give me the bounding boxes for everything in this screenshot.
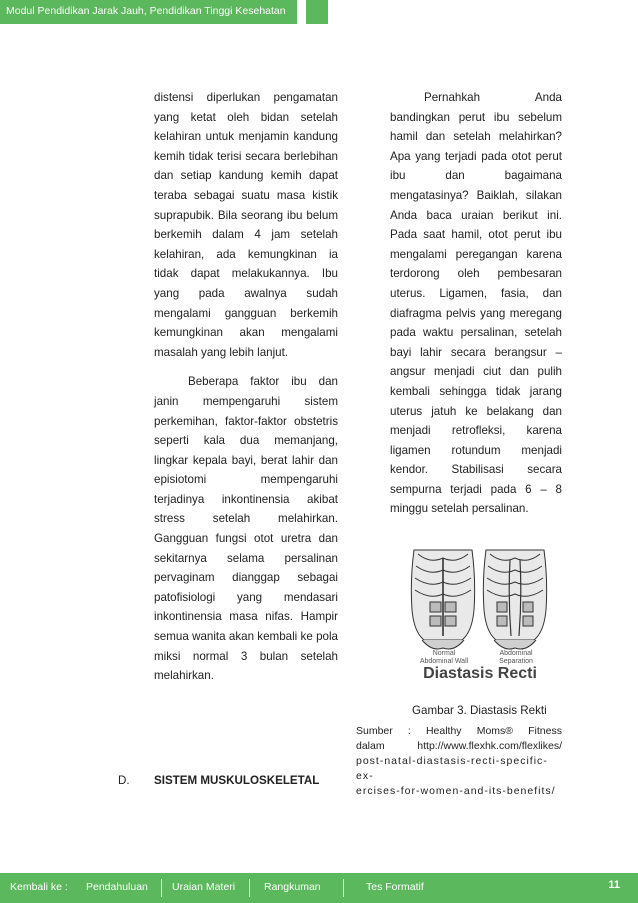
header-square — [306, 0, 328, 24]
header-title: Modul Pendidikan Jarak Jauh, Pendidikan Tinggi Kesehatan — [6, 5, 286, 17]
left-paragraph-2: Beberapa faktor ibu dan janin mempengaruhi sistem perkemihan, faktor-faktor obstetris seperti kala dua memanjang, lingkar kepala bayi, berat lahir dan episiotomi mempengaruhi terjadinya inkontinensia akibat stress setelah melahirkan. Gangguan fungsi otot uretra dan sekitarnya selama persalinan pervaginam dianggap sebagai patofisiologi yang mendasari inkontinensia masa nifas. Hampir semua wanita akan kembali ke pola miksi normal 3 bulan setelah melahirkan. — [154, 375, 338, 683]
source-line-2: dalam http://www.flexhk.com/flexlikes/ — [356, 740, 562, 752]
page-number: 11 — [608, 879, 620, 891]
nav-divider — [343, 879, 344, 897]
diastasis-recti-illustration — [400, 540, 560, 680]
normal-torso-drawing — [411, 550, 474, 649]
nav-rangkuman[interactable]: Rangkuman — [264, 881, 321, 893]
label-normal-line2: Abdominal Wall — [419, 658, 469, 665]
label-normal-line1: Normal — [432, 650, 456, 657]
label-separation-line1: Abdominal — [499, 650, 533, 657]
nav-divider — [249, 879, 250, 897]
right-paragraph-1: Pernahkah Anda bandingkan perut ibu sebelum hamil dan setelah melahirkan? Apa yang terjadi pada otot perut ibu dan bagaimana mengatasinya? Baiklah, silakan Anda baca uraian berikut ini. Pada saat hamil, otot perut ibu mengalami peregangan karena terdorong oleh pembesaran uterus. Ligamen, fasia, dan diafragma pelvis yang meregang pada waktu persalinan, setelah bayi lahir secara berangsur – angsur menjadi ciut dan pulih kembali sehingga tidak jarang uterus jatuh ke belakang dan menjadi retrofleksi, karena ligamen rotundum menjadi kendor. Stabilisasi secara sempurna terjadi pada 6 – 8 minggu setelah persalinan. — [390, 91, 562, 516]
back-to-label: Kembali ke : — [10, 881, 68, 893]
nav-uraian-materi[interactable]: Uraian Materi — [172, 881, 236, 893]
header-bar — [0, 0, 297, 24]
separated-torso-drawing — [483, 550, 546, 649]
left-paragraph-1: distensi diperlukan pengamatan yang ketat oleh bidan setelah kelahiran untuk menjamin kandung kemih tidak terisi secara berlebihan dan setiap kandung kemih dapat teraba sebagai suatu masa kistik suprapubik. Bila seorang ibu belum berkemih dalam 4 jam setelah kelahiran, ada kemungkinan ia tidak dapat melakukannya. Ibu yang pada awalnya sudah mengalami gangguan berkemih kemungkinan akan mengalami masalah yang lebih lanjut. — [154, 91, 338, 359]
section-label: D. — [118, 774, 130, 787]
nav-tes-formatif[interactable]: Tes Formatif — [366, 881, 424, 893]
label-separation-line2: Separation — [499, 658, 533, 665]
source-line-4: ercises-for-women-and-its-benefits/ — [356, 785, 556, 797]
figure-caption: Gambar 3. Diastasis Rekti — [412, 704, 547, 717]
figure-source — [356, 724, 562, 799]
left-column — [154, 88, 338, 686]
diastasis-recti-figure — [400, 540, 560, 680]
section-heading — [118, 774, 319, 787]
right-column — [390, 88, 562, 519]
source-line-1: Sumber : Healthy Moms® Fitness — [356, 725, 562, 737]
footer-nav — [0, 873, 638, 903]
section-title: SISTEM MUSKULOSKELETAL — [154, 774, 320, 787]
nav-divider — [161, 879, 162, 897]
nav-pendahuluan[interactable]: Pendahuluan — [86, 881, 148, 893]
figure-title: Diastasis Recti — [423, 665, 537, 680]
source-line-3: post-natal-diastasis-recti-specific-ex- — [356, 755, 548, 782]
